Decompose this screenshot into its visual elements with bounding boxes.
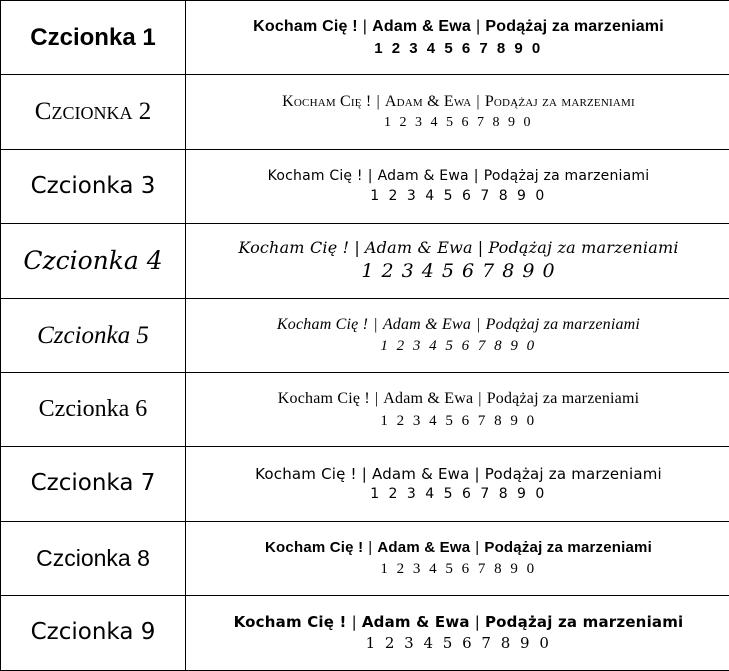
font-name-cell (1, 75, 186, 149)
font-sample-cell (186, 75, 729, 149)
font-name-cell (1, 1, 186, 75)
sample-digits-line: 1 2 3 4 5 6 7 8 9 0 (194, 114, 723, 133)
table-row (1, 447, 729, 521)
sample-phrase-line (194, 314, 723, 336)
font-sample (186, 235, 729, 287)
sample-separator: | (469, 167, 484, 186)
sample-digits-line: 1 2 3 4 5 6 7 8 9 0 (194, 187, 723, 206)
table-row (1, 1, 729, 75)
font-sample-cell (186, 372, 729, 446)
sample-phrase-3: Podążaj za marzeniami (486, 316, 640, 333)
sample-separator: | (357, 464, 372, 484)
sample-digits-line: 1 2 3 4 5 6 7 8 9 0 (194, 411, 723, 431)
sample-separator: | (470, 612, 485, 632)
font-sample-cell (186, 521, 729, 595)
sample-separator: | (349, 237, 365, 259)
sample-phrase-3: Podążaj za marzeniami (484, 539, 652, 556)
sample-phrase-3: Podążaj za marzeniami (485, 93, 635, 110)
sample-phrase-1: Kocham Cię ! (234, 613, 347, 631)
sample-digits-line: 1 2 3 4 5 6 7 8 9 0 (194, 259, 723, 285)
sample-digits-line: 1 2 3 4 5 6 7 8 9 0 (194, 336, 723, 356)
font-name-cell (1, 149, 186, 223)
sample-phrase-3: Podążaj za marzeniami (487, 390, 640, 407)
table-row (1, 372, 729, 446)
font-name-label: Czcionka 7 (1, 471, 185, 496)
sample-phrase-3: Podążaj za marzeniami (485, 465, 662, 483)
sample-separator: | (473, 388, 486, 410)
font-sample-cell (186, 298, 729, 372)
sample-phrase-1: Kocham Cię ! (255, 465, 357, 483)
table-row (1, 224, 729, 298)
table-row (1, 298, 729, 372)
sample-phrase-2: Adam & Ewa (378, 168, 469, 184)
sample-digits-line: 1 2 3 4 5 6 7 8 9 0 (194, 485, 723, 504)
table-row (1, 521, 729, 595)
font-sample (186, 462, 729, 506)
font-sample (186, 89, 729, 134)
sample-phrase-line (194, 167, 723, 186)
font-sample (186, 165, 729, 208)
font-name-label: Czcionka 3 (1, 174, 185, 199)
font-sample (186, 536, 729, 582)
sample-phrase-3: Podążaj za marzeniami (484, 168, 650, 184)
font-sample-cell (186, 1, 729, 75)
font-name-label: Czcionka 2 (1, 98, 185, 126)
sample-phrase-2: Adam & Ewa (362, 613, 470, 631)
sample-separator: | (471, 91, 484, 113)
font-name-label: Czcionka 8 (1, 546, 185, 571)
sample-separator: | (473, 237, 489, 259)
sample-phrase-1: Kocham Cię ! (282, 93, 371, 110)
sample-separator: | (363, 538, 377, 558)
font-sample-cell (186, 149, 729, 223)
font-sample (186, 312, 729, 359)
sample-phrase-2: Adam & Ewa (377, 539, 470, 556)
font-name-cell (1, 372, 186, 446)
sample-digits-line: 1 2 3 4 5 6 7 8 9 0 (194, 559, 723, 579)
table-row (1, 596, 729, 670)
sample-phrase-3: Podążaj za marzeniami (485, 613, 683, 631)
sample-separator: | (363, 167, 378, 186)
sample-phrase-2: Adam & Ewa (372, 18, 471, 35)
sample-phrase-2: Adam & Ewa (383, 316, 471, 333)
table-row (1, 149, 729, 223)
font-name-label: Czcionka 4 (1, 247, 185, 275)
sample-phrase-1: Kocham Cię ! (253, 18, 358, 35)
font-name-cell (1, 596, 186, 670)
sample-separator: | (358, 16, 372, 38)
sample-separator: | (368, 314, 383, 336)
sample-separator: | (371, 91, 384, 113)
font-sample-cell (186, 224, 729, 298)
sample-separator: | (471, 314, 486, 336)
font-name-label: Czcionka 1 (1, 25, 185, 51)
sample-digits-line: 1 2 3 4 5 6 7 8 9 0 (194, 39, 723, 59)
sample-phrase-3: Podążaj za marzeniami (488, 238, 678, 257)
sample-phrase-1: Kocham Cię ! (278, 390, 370, 407)
sample-phrase-1: Kocham Cię ! (238, 238, 349, 257)
font-name-cell (1, 224, 186, 298)
font-sample-cell (186, 596, 729, 670)
font-name-cell (1, 298, 186, 372)
sample-phrase-2: Adam & Ewa (383, 390, 473, 407)
font-sample-cell (186, 447, 729, 521)
sample-separator: | (471, 16, 485, 38)
sample-phrase-line (194, 237, 723, 259)
sample-phrase-line (194, 612, 723, 632)
sample-phrase-line (194, 388, 723, 410)
sample-phrase-line (194, 16, 723, 38)
font-sample (186, 14, 729, 61)
sample-digits-line: 1 2 3 4 5 6 7 8 9 0 (194, 633, 723, 653)
font-sample (186, 386, 729, 433)
table-row (1, 75, 729, 149)
sample-phrase-1: Kocham Cię ! (268, 168, 363, 184)
sample-separator: | (370, 388, 383, 410)
sample-phrase-3: Podążaj za marzeniami (485, 18, 664, 35)
font-name-label: Czcionka 6 (1, 396, 185, 422)
font-name-label: Czcionka 9 (1, 620, 185, 645)
sample-phrase-line (194, 538, 723, 558)
sample-separator: | (470, 464, 485, 484)
sample-phrase-line (194, 464, 723, 484)
sample-phrase-2: Adam & Ewa (372, 465, 470, 483)
sample-phrase-2: Adam & Ewa (385, 93, 472, 110)
sample-phrase-1: Kocham Cię ! (277, 316, 368, 333)
font-name-cell (1, 521, 186, 595)
sample-phrase-2: Adam & Ewa (365, 238, 473, 257)
font-samples-body (1, 1, 729, 671)
font-name-cell (1, 447, 186, 521)
font-name-label: Czcionka 5 (1, 322, 185, 350)
font-sample (186, 610, 729, 656)
sample-phrase-line (194, 91, 723, 113)
sample-separator: | (470, 538, 484, 558)
sample-phrase-1: Kocham Cię ! (265, 539, 363, 556)
sample-separator: | (347, 612, 362, 632)
